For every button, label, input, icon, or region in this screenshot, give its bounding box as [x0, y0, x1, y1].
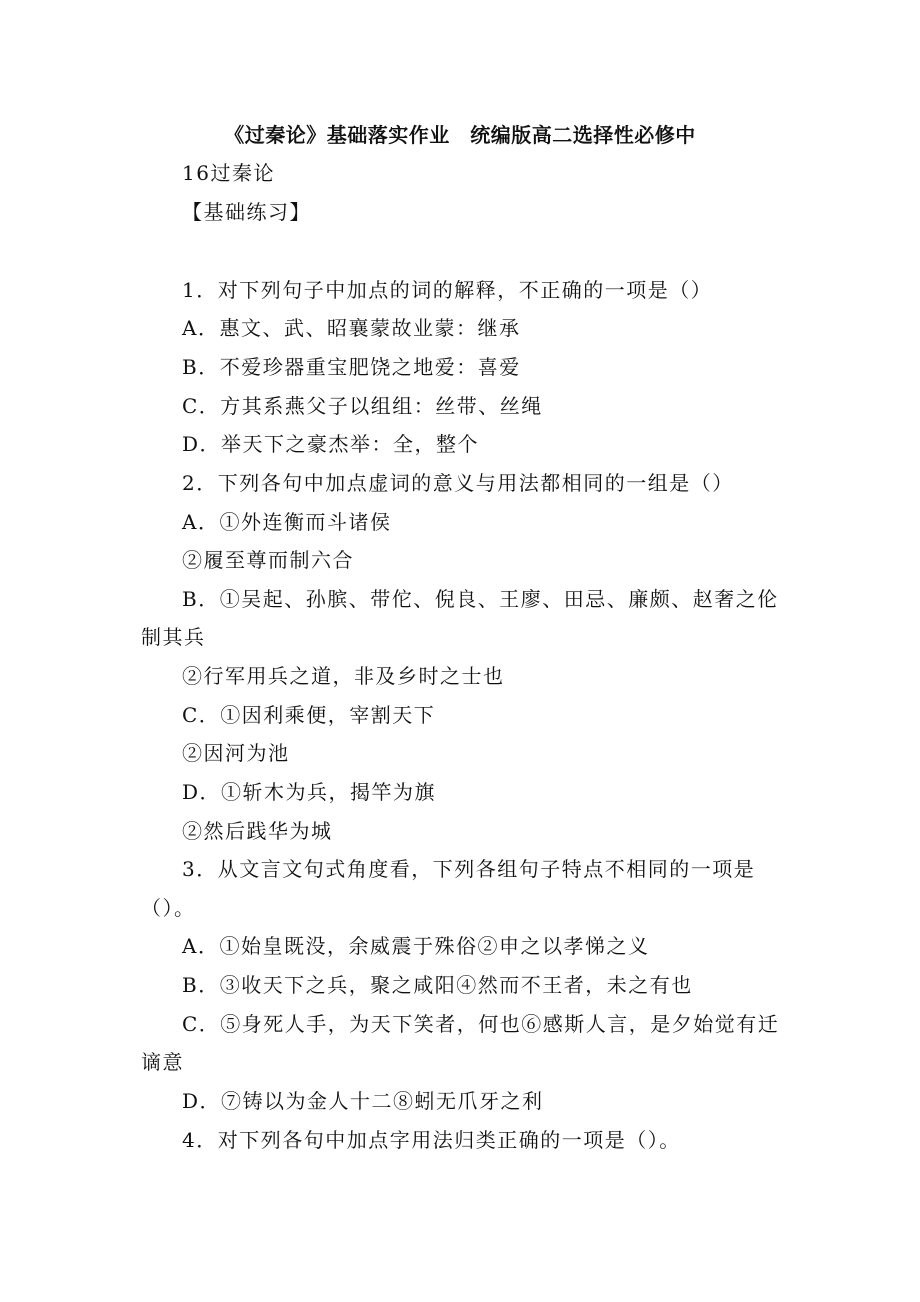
question-3-option-d: D．⑦铸以为金人十二⑧蚓无爪牙之利 [182, 1089, 544, 1113]
question-1-option-a: A．惠文、武、昭襄蒙故业蒙：继承 [182, 316, 521, 340]
section-title: 16过秦论 [182, 161, 275, 185]
question-2-option-c-1: C．①因利乘便，宰割天下 [182, 703, 436, 727]
question-2-stem: 2．下列各句中加点虚词的意义与用法都相同的一组是（） [182, 471, 734, 495]
question-2-option-d-1: D．①斩木为兵，揭竿为旗 [182, 780, 437, 804]
question-3-stem: 3．从文言文句式角度看，下列各组句子特点不相同的一项是 [182, 857, 756, 881]
question-3-option-b: B．③收天下之兵，聚之咸阳④然而不王者，未之有也 [182, 973, 693, 997]
question-2-option-a-2: ②履至尊而制六合 [182, 548, 354, 572]
question-3-option-c: C．⑤身死人手，为天下笑者，何也⑥感斯人言，是夕始觉有迁 [182, 1012, 780, 1036]
question-3-stem-cont: （）。 [141, 896, 196, 920]
question-1-stem: 1．对下列句子中加点的词的解释，不正确的一项是（） [182, 278, 713, 302]
question-2-option-d-2: ②然后践华为城 [182, 819, 333, 843]
question-4-stem: 4．对下列各句中加点字用法归类正确的一项是（）。 [182, 1128, 681, 1152]
question-1-option-b: B．不爱珍器重宝肥饶之地爱：喜爱 [182, 355, 521, 379]
question-2-option-b-2: ②行军用兵之道，非及乡时之士也 [182, 664, 505, 688]
question-3-option-a: A．①始皇既没，余威震于殊俗②申之以孝悌之义 [182, 934, 650, 958]
question-1-option-d: D．举天下之豪杰举：全，整个 [182, 432, 480, 456]
question-1-option-c: C．方其系燕父子以组组：丝带、丝绳 [182, 394, 543, 418]
question-3-option-c-cont: 谪意 [141, 1050, 184, 1074]
question-2-option-b-1-cont: 制其兵 [141, 625, 206, 649]
question-2-option-c-2: ②因河为池 [182, 741, 290, 765]
question-2-option-a-1: A．①外连衡而斗诸侯 [182, 510, 392, 534]
document-title: 《过秦论》基础落实作业 统编版高二选择性必修中 [224, 123, 696, 147]
question-2-option-b-1: B．①吴起、孙膑、带佗、倪良、王廖、田忌、廉颇、赵奢之伦 [182, 587, 779, 611]
section-heading: 【基础练习】 [182, 200, 311, 224]
